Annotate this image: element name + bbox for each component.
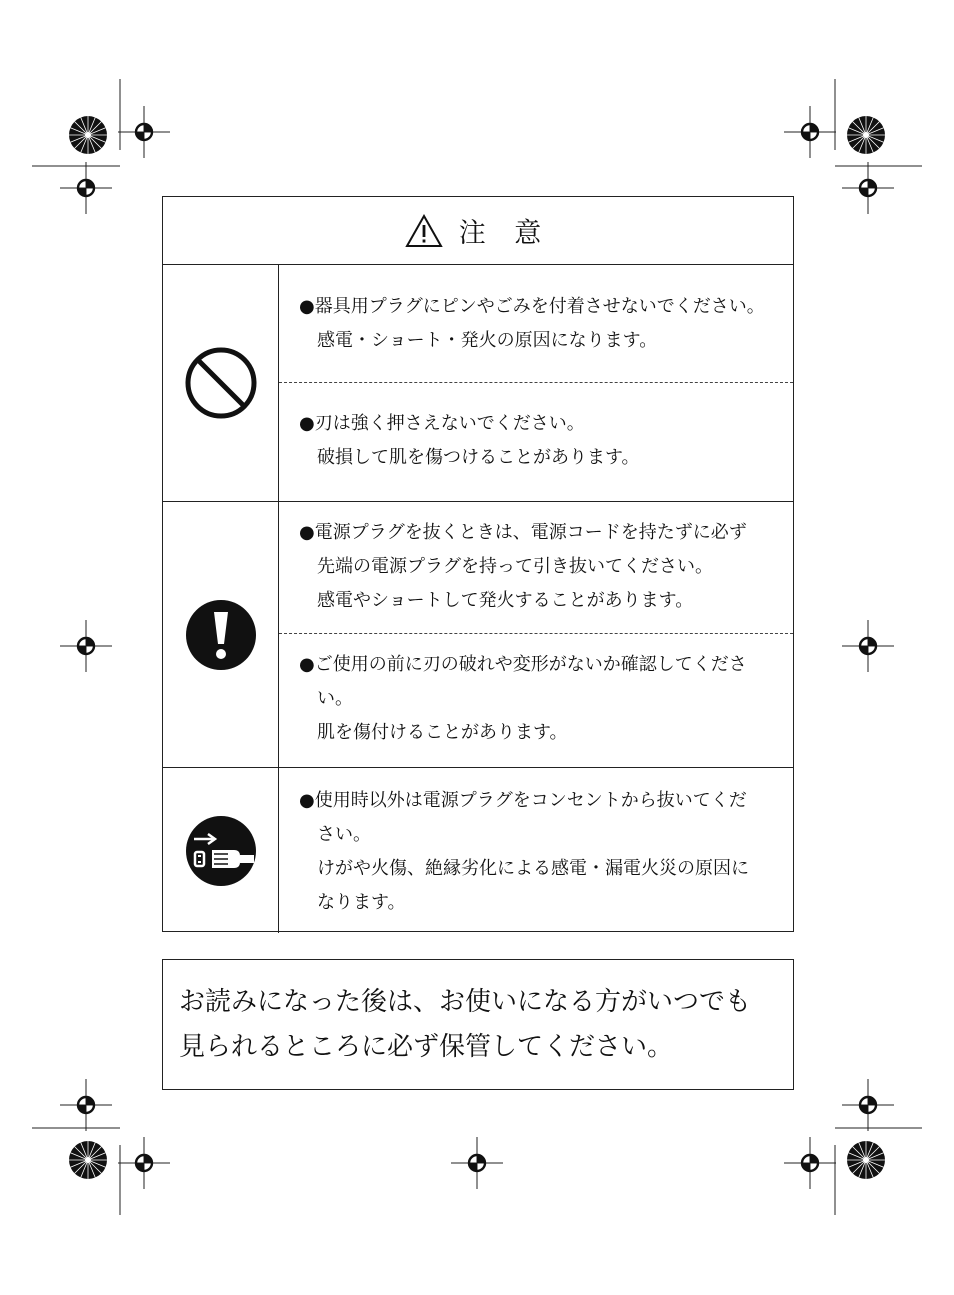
caution-item-heading: ●器具用プラグにピンやごみを付着させないでください。: [299, 296, 765, 317]
storage-notice-line: 見られるところに必ず保管してください。: [179, 1032, 674, 1062]
caution-item-detail: 肌を傷付けることがあります。: [317, 722, 568, 743]
caution-row-prohibition: [163, 264, 793, 502]
caution-item: [279, 633, 793, 768]
icon-cell: [163, 768, 279, 933]
warning-triangle-icon: [405, 214, 443, 248]
caution-item: [279, 768, 793, 933]
caution-item-detail: い。: [317, 688, 353, 709]
prohibition-icon: [184, 346, 258, 420]
unplug-icon: [184, 814, 258, 888]
caution-item-detail: 感電・ショート・発火の原因になります。: [317, 330, 658, 351]
caution-item-heading: ●刃は強く押さえないでください。: [299, 413, 585, 434]
caution-item: [279, 264, 793, 382]
caution-header: [163, 197, 793, 265]
icon-cell: [163, 502, 279, 767]
mandatory-action-icon: [184, 598, 258, 672]
caution-item-detail: 感電やショートして発火することがあります。: [317, 590, 694, 611]
caution-item-heading: ●電源プラグを抜くときは、電源コードを持たずに必ず: [299, 522, 747, 543]
storage-notice-line: お読みになった後は、お使いになる方がいつでも: [179, 987, 752, 1017]
caution-title: 注 意: [458, 218, 552, 249]
caution-item-detail: なります。: [317, 892, 406, 913]
icon-cell: [163, 264, 279, 501]
caution-item-detail: 破損して肌を傷つけることがあります。: [317, 447, 640, 468]
caution-item: [279, 382, 793, 502]
caution-row-mandatory: [163, 502, 793, 768]
caution-item: [279, 502, 793, 633]
storage-notice-box: [162, 959, 794, 1090]
caution-item-heading: ●使用時以外は電源プラグをコンセントから抜いてくだ: [299, 790, 747, 811]
text-cell: [279, 768, 793, 933]
text-cell: [279, 264, 793, 501]
caution-item-detail: 先端の電源プラグを持って引き抜いてください。: [317, 556, 713, 577]
caution-item-heading: ●ご使用の前に刃の破れや変形がないか確認してくださ: [299, 654, 747, 675]
caution-row-unplug: [163, 768, 793, 933]
caution-item-detail: さい。: [317, 824, 371, 845]
caution-item-detail: けがや火傷、絶縁劣化による感電・漏電火災の原因に: [317, 858, 749, 879]
text-cell: [279, 502, 793, 767]
caution-table: [162, 196, 794, 932]
